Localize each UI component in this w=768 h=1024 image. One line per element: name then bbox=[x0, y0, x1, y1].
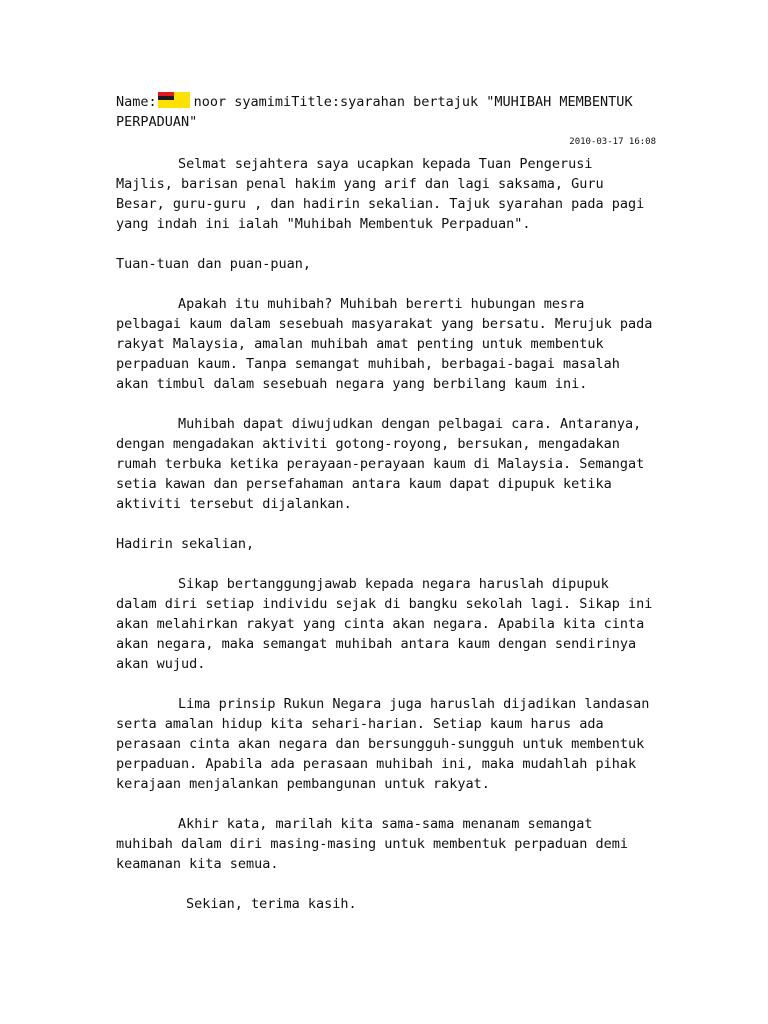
speech-body bbox=[116, 154, 656, 914]
salutation-2: Hadirin sekalian, bbox=[116, 536, 255, 552]
document-header bbox=[116, 92, 656, 132]
name-label: Name: bbox=[116, 94, 157, 110]
paragraph-definition: Apakah itu muhibah? Muhibah bererti hubungan mesra pelbagai kaum dalam sesebuah masyarakat yang bersatu. Merujuk pada rakyat Malaysia, amalan muhibah amat penting untuk membentuk perpaduan kaum. Tanpa semangat muhibah, berbagai-bagai masalah akan timbul dalam sesebuah negara yang berbilang kaum ini. bbox=[116, 296, 653, 392]
state-flag-icon bbox=[158, 92, 190, 108]
paragraph-ways: Muhibah dapat diwujudkan dengan pelbagai cara. Antaranya, dengan mengadakan aktiviti gotong-royong, bersukan, mengadakan rumah terbuka ketika perayaan-perayaan kaum di Malaysia. Semangat setia kawan dan persefahaman antara kaum dapat dipupuk ketika aktiviti tersebut dijalankan. bbox=[116, 416, 645, 512]
paragraph-rukun-negara: Lima prinsip Rukun Negara juga haruslah dijadikan landasan serta amalan hidup kita sehari-harian. Setiap kaum harus ada perasaan cinta akan negara dan bersungguh-sungguh untuk membentuk perpaduan. Apabila ada perasaan muhibah ini, maka mudahlah pihak kerajaan menjalankan pembangunan untuk rakyat. bbox=[116, 696, 650, 792]
paragraph-opening: Selmat sejahtera saya ucapkan kepada Tuan Pengerusi Majlis, barisan penal hakim yang arif dan lagi saksama, Guru Besar, guru-guru , dan hadirin sekalian. Tajuk syarahan pada pagi yang indah ini ialah "Muhibah Membentuk Perpaduan". bbox=[116, 156, 645, 232]
closing-line: Sekian, terima kasih. bbox=[186, 896, 357, 912]
title-label: Title: bbox=[291, 94, 340, 110]
author-name: noor syamimi bbox=[193, 94, 292, 110]
salutation-1: Tuan-tuan dan puan-puan, bbox=[116, 256, 312, 272]
paragraph-responsibility: Sikap bertanggungjawab kepada negara haruslah dipupuk dalam diri setiap individu sejak di bangku sekolah lagi. Sikap ini akan melahirkan rakyat yang cinta akan negara. Apabila kita cinta akan negara, maka semangat muhibah antara kaum dengan sendirinya akan wujud. bbox=[116, 576, 653, 672]
document-title: syarahan bertajuk "MUHIBAH MEMBENTUK PERPADUAN" bbox=[116, 94, 633, 130]
post-timestamp: 2010-03-17 16:08 bbox=[569, 137, 656, 147]
paragraph-conclusion: Akhir kata, marilah kita sama-sama menanam semangat muhibah dalam diri masing-masing untuk membentuk perpaduan demi keamanan kita semua. bbox=[116, 816, 629, 872]
